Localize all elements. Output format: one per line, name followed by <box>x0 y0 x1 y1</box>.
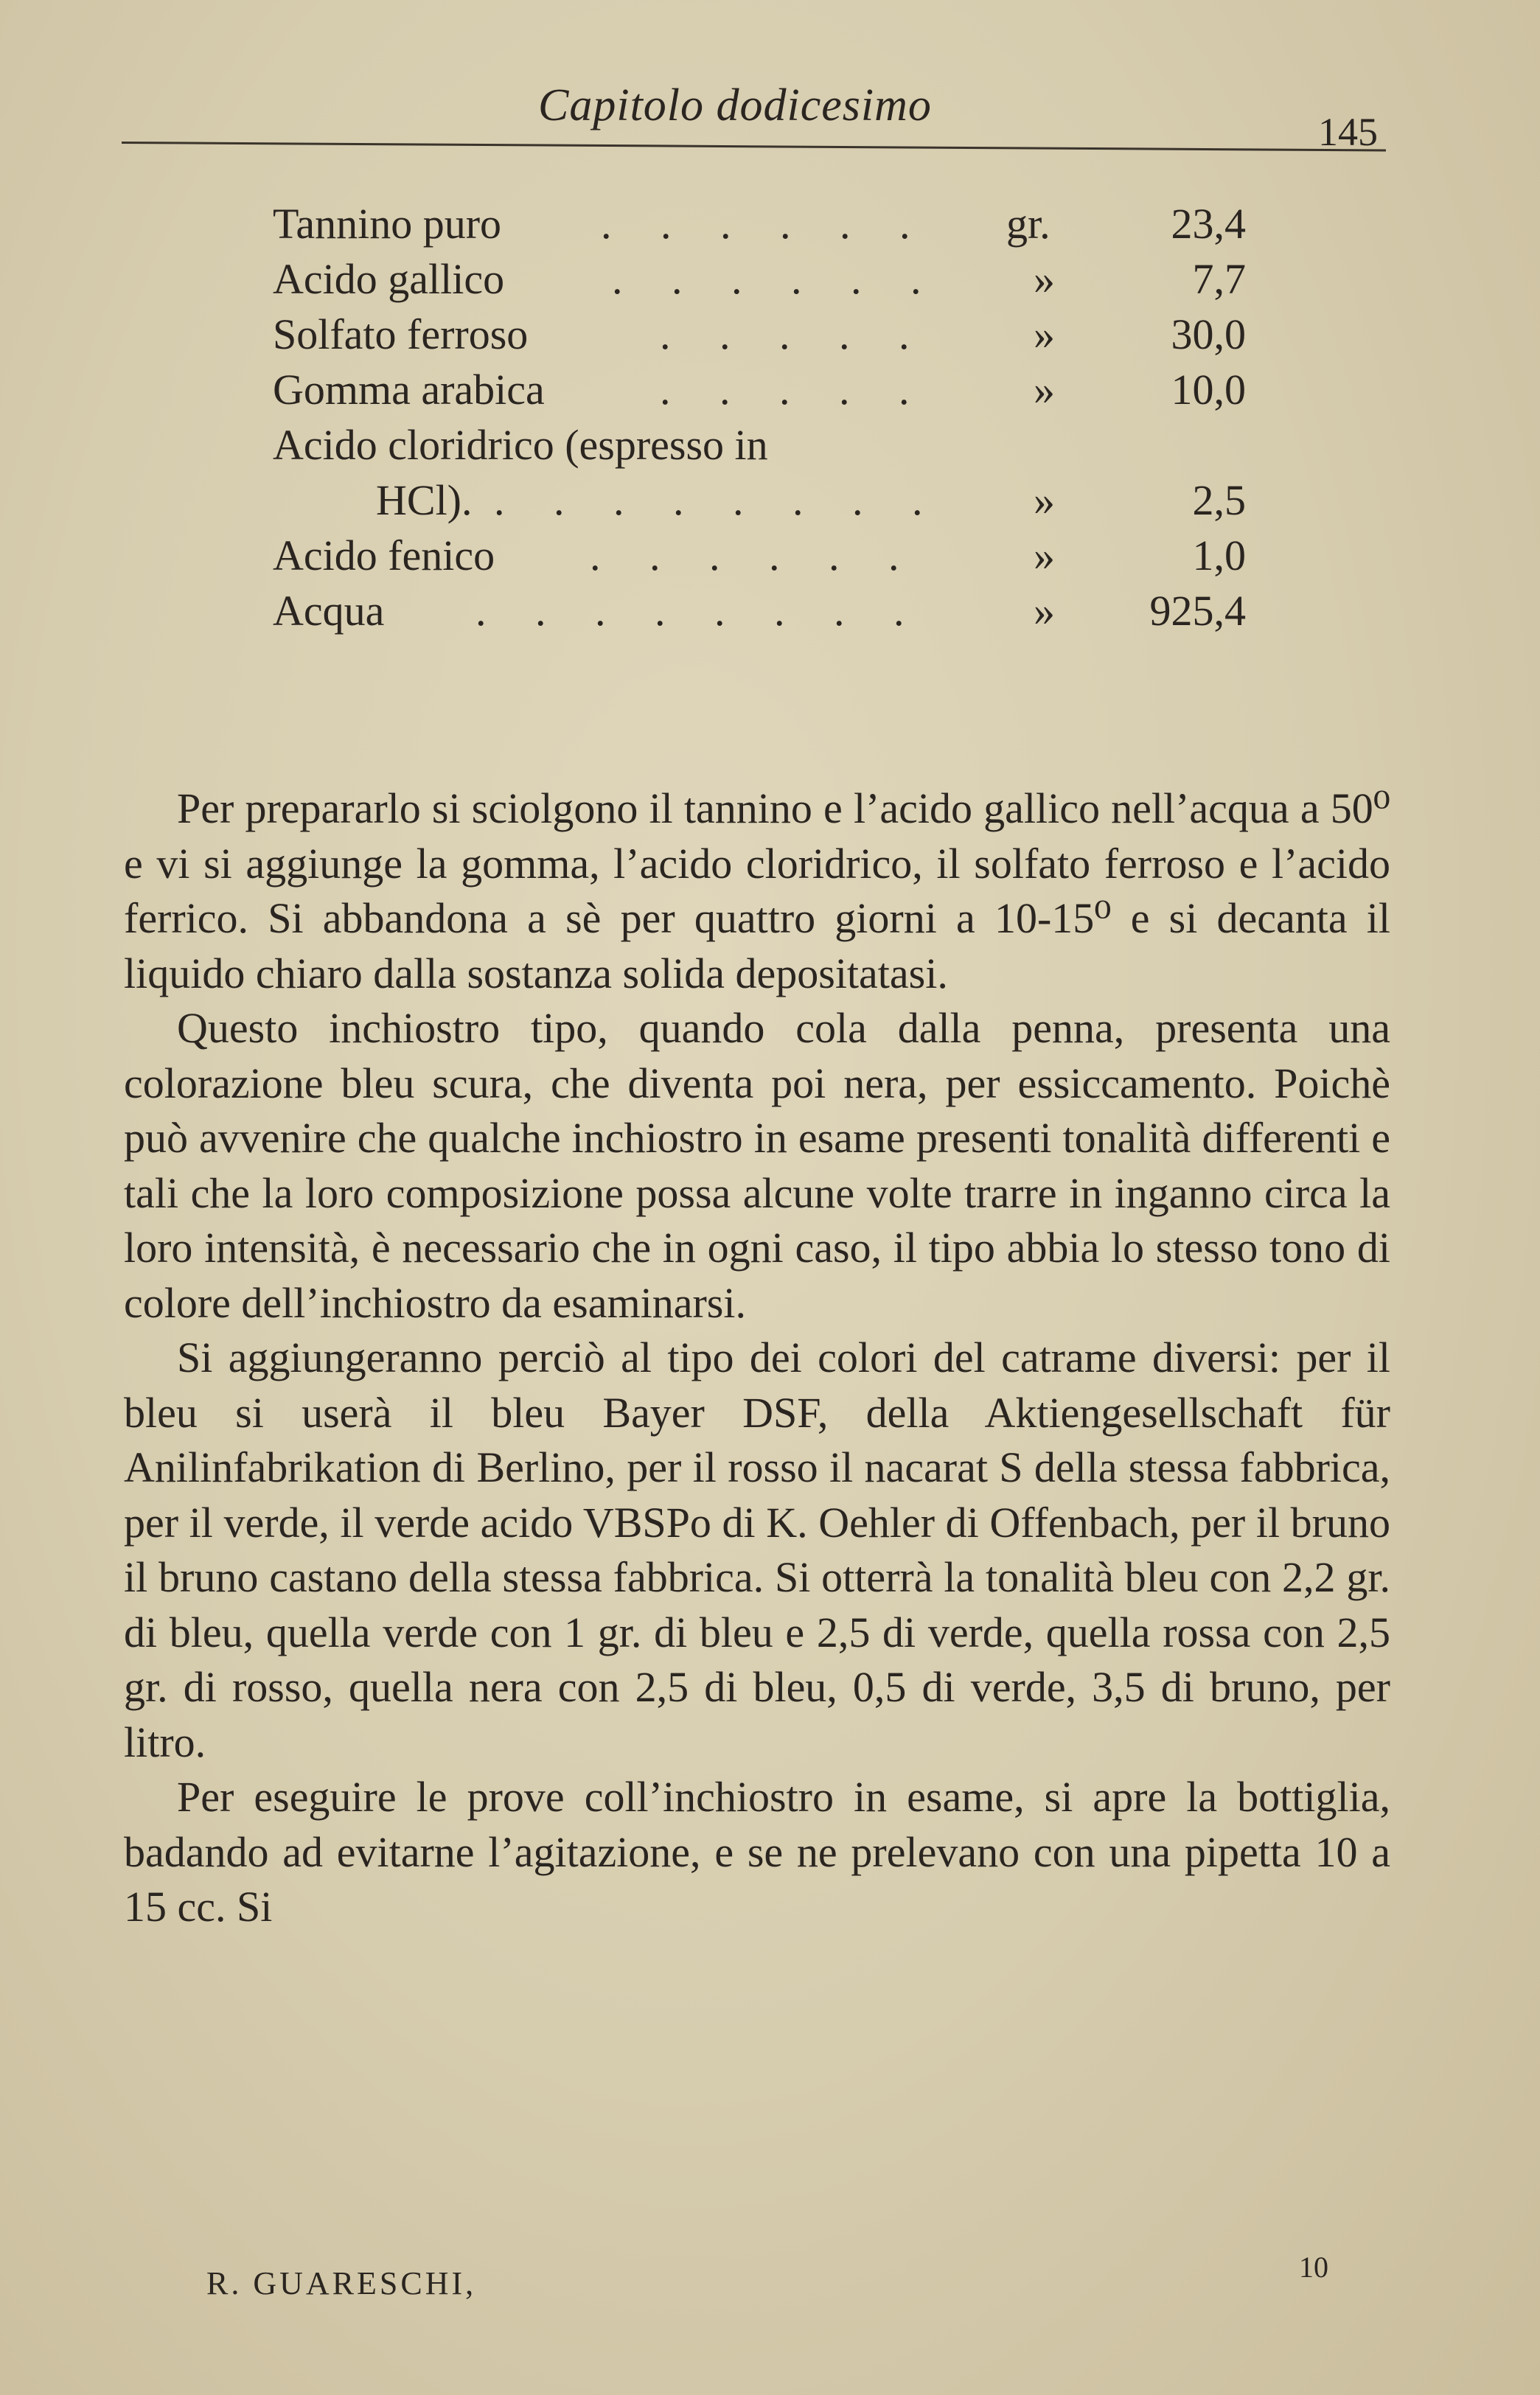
ingredient-name: Gomma arabica <box>273 366 545 414</box>
leader-dots: . . . . . <box>660 366 929 414</box>
recipe-row <box>273 475 1290 531</box>
leader-dots: . . . . . . <box>601 200 930 248</box>
paragraph: Questo inchiostro tipo, quando cola dalla penna, presenta una colorazione bleu scura, che diventa poi nera, per essiccamento. Poichè può avvenire che qualche inchiostro in esame presenti tonalità differenti e tali che la loro composizione possa alcune volte trarre in inganno circa la loro intensità, è necessario che in ogni caso, il tipo abbia lo stesso tono di colore dell’inchiostro da esaminarsi. <box>124 1004 1390 1327</box>
sheet-number: 10 <box>1299 2251 1328 2284</box>
paragraph: Per prepararlo si sciolgono il tannino e l’acido gallico nell’acqua a 50⁰ e vi si aggiunge la gomma, l’acido cloridrico, il solfato ferroso e l’acido ferrico. Si abbandona a sè per quattro giorni a 10-15⁰ e si decanta il liquido chiaro dalla sostanza solida depositatasi. <box>124 784 1390 997</box>
leader-dots: . . . . . . <box>590 531 919 579</box>
page-number: 145 <box>1318 110 1378 154</box>
quantity: 925,4 <box>1149 587 1246 635</box>
unit: » <box>1034 476 1055 524</box>
recipe-row <box>273 586 1290 641</box>
ingredient-name: Acqua <box>273 587 385 635</box>
ingredient-name: Acido cloridrico (espresso in <box>273 421 768 469</box>
leader-dots: . . . . . . . . <box>475 587 924 635</box>
unit: » <box>1034 587 1055 635</box>
quantity: 1,0 <box>1192 531 1246 579</box>
unit: gr. <box>1006 200 1051 248</box>
quantity: 23,4 <box>1171 200 1246 248</box>
unit: » <box>1034 255 1055 303</box>
recipe-row <box>273 365 1290 420</box>
ingredient-name: Solfato ferroso <box>273 310 529 358</box>
header-rule <box>122 142 1386 151</box>
ingredient-name: HCl). <box>376 476 473 524</box>
quantity: 7,7 <box>1192 255 1246 303</box>
quantity: 30,0 <box>1171 310 1246 358</box>
running-head: Capitolo dodicesimo <box>538 80 932 130</box>
recipe-row <box>273 531 1290 586</box>
unit: » <box>1034 366 1055 414</box>
ingredient-name: Acido fenico <box>273 531 495 579</box>
recipe-row <box>273 310 1290 365</box>
recipe-row <box>273 199 1290 254</box>
unit: » <box>1034 531 1055 579</box>
leader-dots: . . . . . . . . <box>494 476 942 524</box>
recipe-row <box>273 254 1290 310</box>
ingredient-name: Acido gallico <box>273 255 505 303</box>
leader-dots: . . . . . <box>660 310 929 358</box>
recipe-table <box>273 199 1290 641</box>
paragraph: Per eseguire le prove coll’inchiostro in esame, si apre la bottiglia, badando ad evitarne l’agitazione, e se ne prelevano con una pipetta 10 a 15 cc. Si <box>124 1773 1390 1931</box>
leader-dots: . . . . . . <box>612 255 941 303</box>
quantity: 2,5 <box>1192 476 1246 524</box>
paragraph: Si aggiungeranno perciò al tipo dei colori del catrame diversi: per il bleu si userà il bleu Bayer DSF, della Aktiengesellschaft für Anilinfabrikation di Berlino, per il rosso il nacarat S della stessa fabbrica, per il verde, il verde acido VBSPo di K. Oehler di Offenbach, per il bruno il bruno castano della stessa fabbrica. Si otterrà la tonalità bleu con 2,2 gr. di bleu, quella verde con 1 gr. di bleu e 2,5 di verde, quella rossa con 2,5 gr. di rosso, quella nera con 2,5 di bleu, 0,5 di verde, 3,5 di bruno, per litro. <box>124 1334 1390 1766</box>
printer-signature-mark: R. GUARESCHI, <box>206 2265 477 2301</box>
quantity: 10,0 <box>1171 366 1246 414</box>
unit: » <box>1034 310 1055 358</box>
recipe-row <box>273 420 1290 475</box>
ingredient-name: Tannino puro <box>273 200 502 248</box>
body-text <box>124 781 1390 1935</box>
